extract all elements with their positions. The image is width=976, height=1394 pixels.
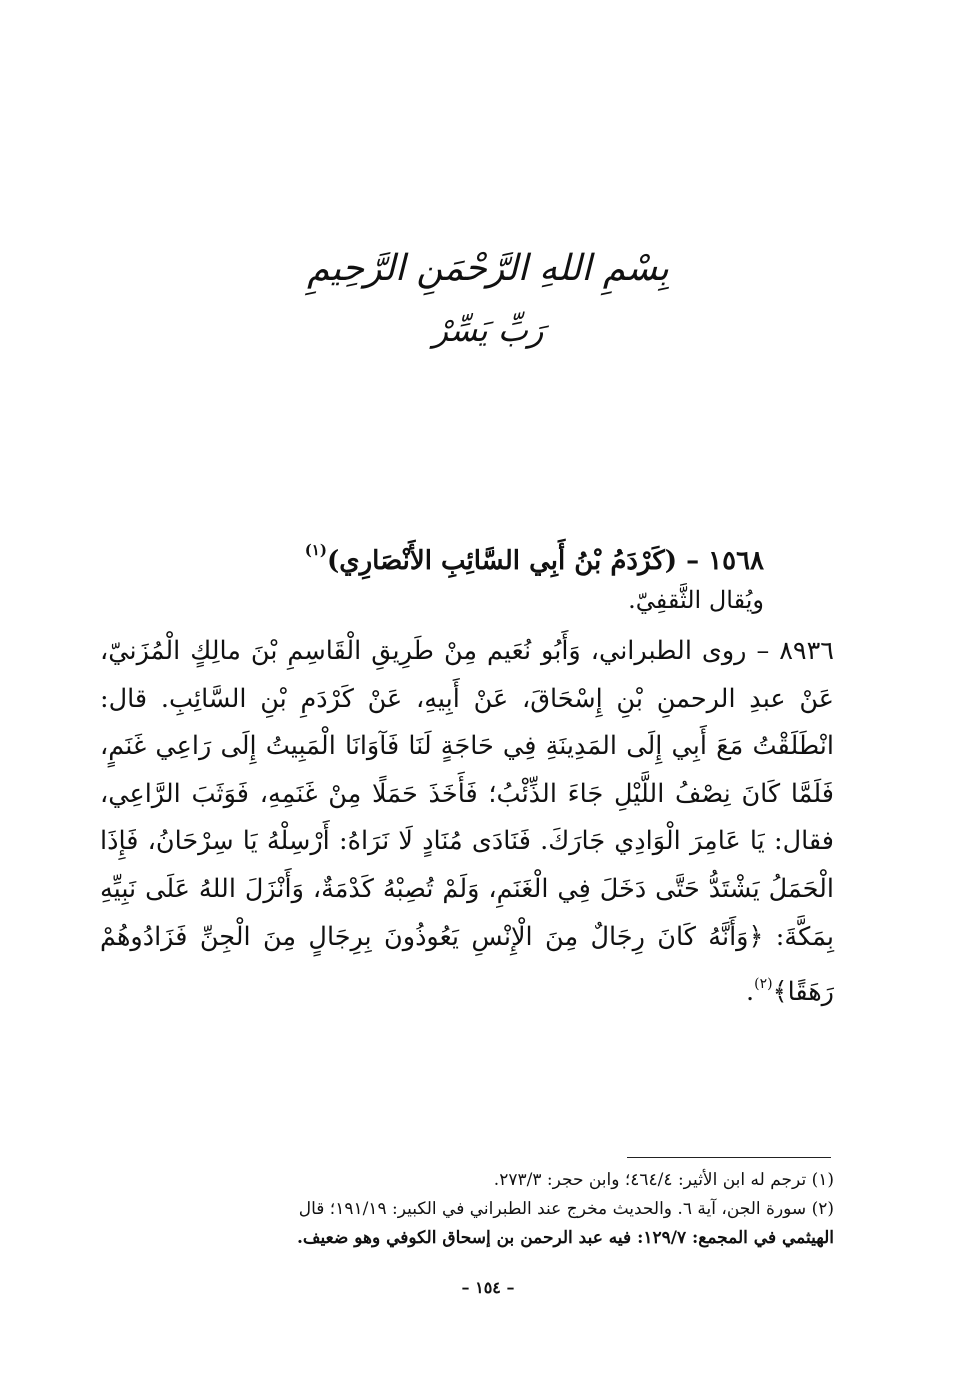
hadith-end-period: . [746,977,755,1008]
footnote-2-continuation: الهيثمي في المجمع: ١٢٩/٧: فيه عبد الرحمن بن إسحاق الكوفي وهو ضعيف. [297,1228,834,1248]
hadith-body: ٨٩٣٦ – روى الطبراني، وَأَبُو نُعَيم مِنْ طَرِيقِ الْقَاسِمِ بْنَ مالِكٍ الْمُزَنيّ، عَنْ عبدِ الرحمنِ بْنِ إِسْحَاقَ، عَنْ أَبِيهِ، عَنْ كَرْدَمِ بْنِ السَّائِبِ. قال: انْطَلَقْتُ مَعَ أَبِي إِلَى المَدِينَةِ فِي حَاجَةٍ لَنَا فَآوَانَا الْمَبِيتُ إِلَى رَاعِي غَنَمٍ، فَلَمَّا كَانَ نِصْفُ اللَّيْلِ جَاءَ الذِّئْبُ؛ فَأَخَذَ حَمَلًا مِنْ غَنَمِهِ، فَوَثَبَ الرَّاعِي، فقال: يَا عَامِرَ الْوَادِي جَارَكَ. فَنَادَى مُنَادٍ لَا نَرَاهُ: أَرْسِلْهُ يَا سِرْحَانُ، فَإِذَا الْحَمَلُ يَشْتَدُّ حَتَّى دَخَلَ فِي الْغَنَمِ، وَلَمْ تُصِبْهُ كَدْمَةٌ، وَأَنْزَلَ اللهُ عَلَى نَبِيِّهِ بِمَكَّةَ: ﴿وَأَنَّهُ كَانَ رِجَالٌ مِنَ الْإِنْسِ يَعُوذُونَ بِرِجَالٍ مِنَ الْجِنِّ فَزَادُوهُمْ رَهَقًا﴾ [100,636,834,1008]
hadith-text [100,628,834,1017]
basmala-calligraphy: بِسْمِ اللهِ الرَّحْمَنِ الرَّحِيمِ [307,248,669,289]
footnote-marker-2: (٢) [754,976,773,993]
footnote-1: (١) ترجم له ابن الأثير: ٤٦٤/٤؛ وابن حجر: ٢٧٣/٣. [493,1170,834,1190]
entry-heading-text: ١٥٦٨ – (كَرْدَمُ بْنُ أَبِي السَّائِبِ الأَنْصَارِي) [326,546,764,576]
entry-heading [305,528,764,583]
entry-alias: ويُقال الثَّقفِيّ. [628,586,764,614]
invocation-calligraphy: رَبِّ يَسِّرْ [432,311,544,349]
footnotes [100,1166,834,1253]
footnote-2: (٢) سورة الجن، آية ٦. والحديث مخرج عند الطبراني في الكبير: ١٩١/١٩؛ قال [298,1199,834,1219]
footnote-marker-1: (١) [304,541,327,559]
footnote-separator [627,1157,831,1158]
page-number: – ١٥٤ – [461,1278,515,1297]
